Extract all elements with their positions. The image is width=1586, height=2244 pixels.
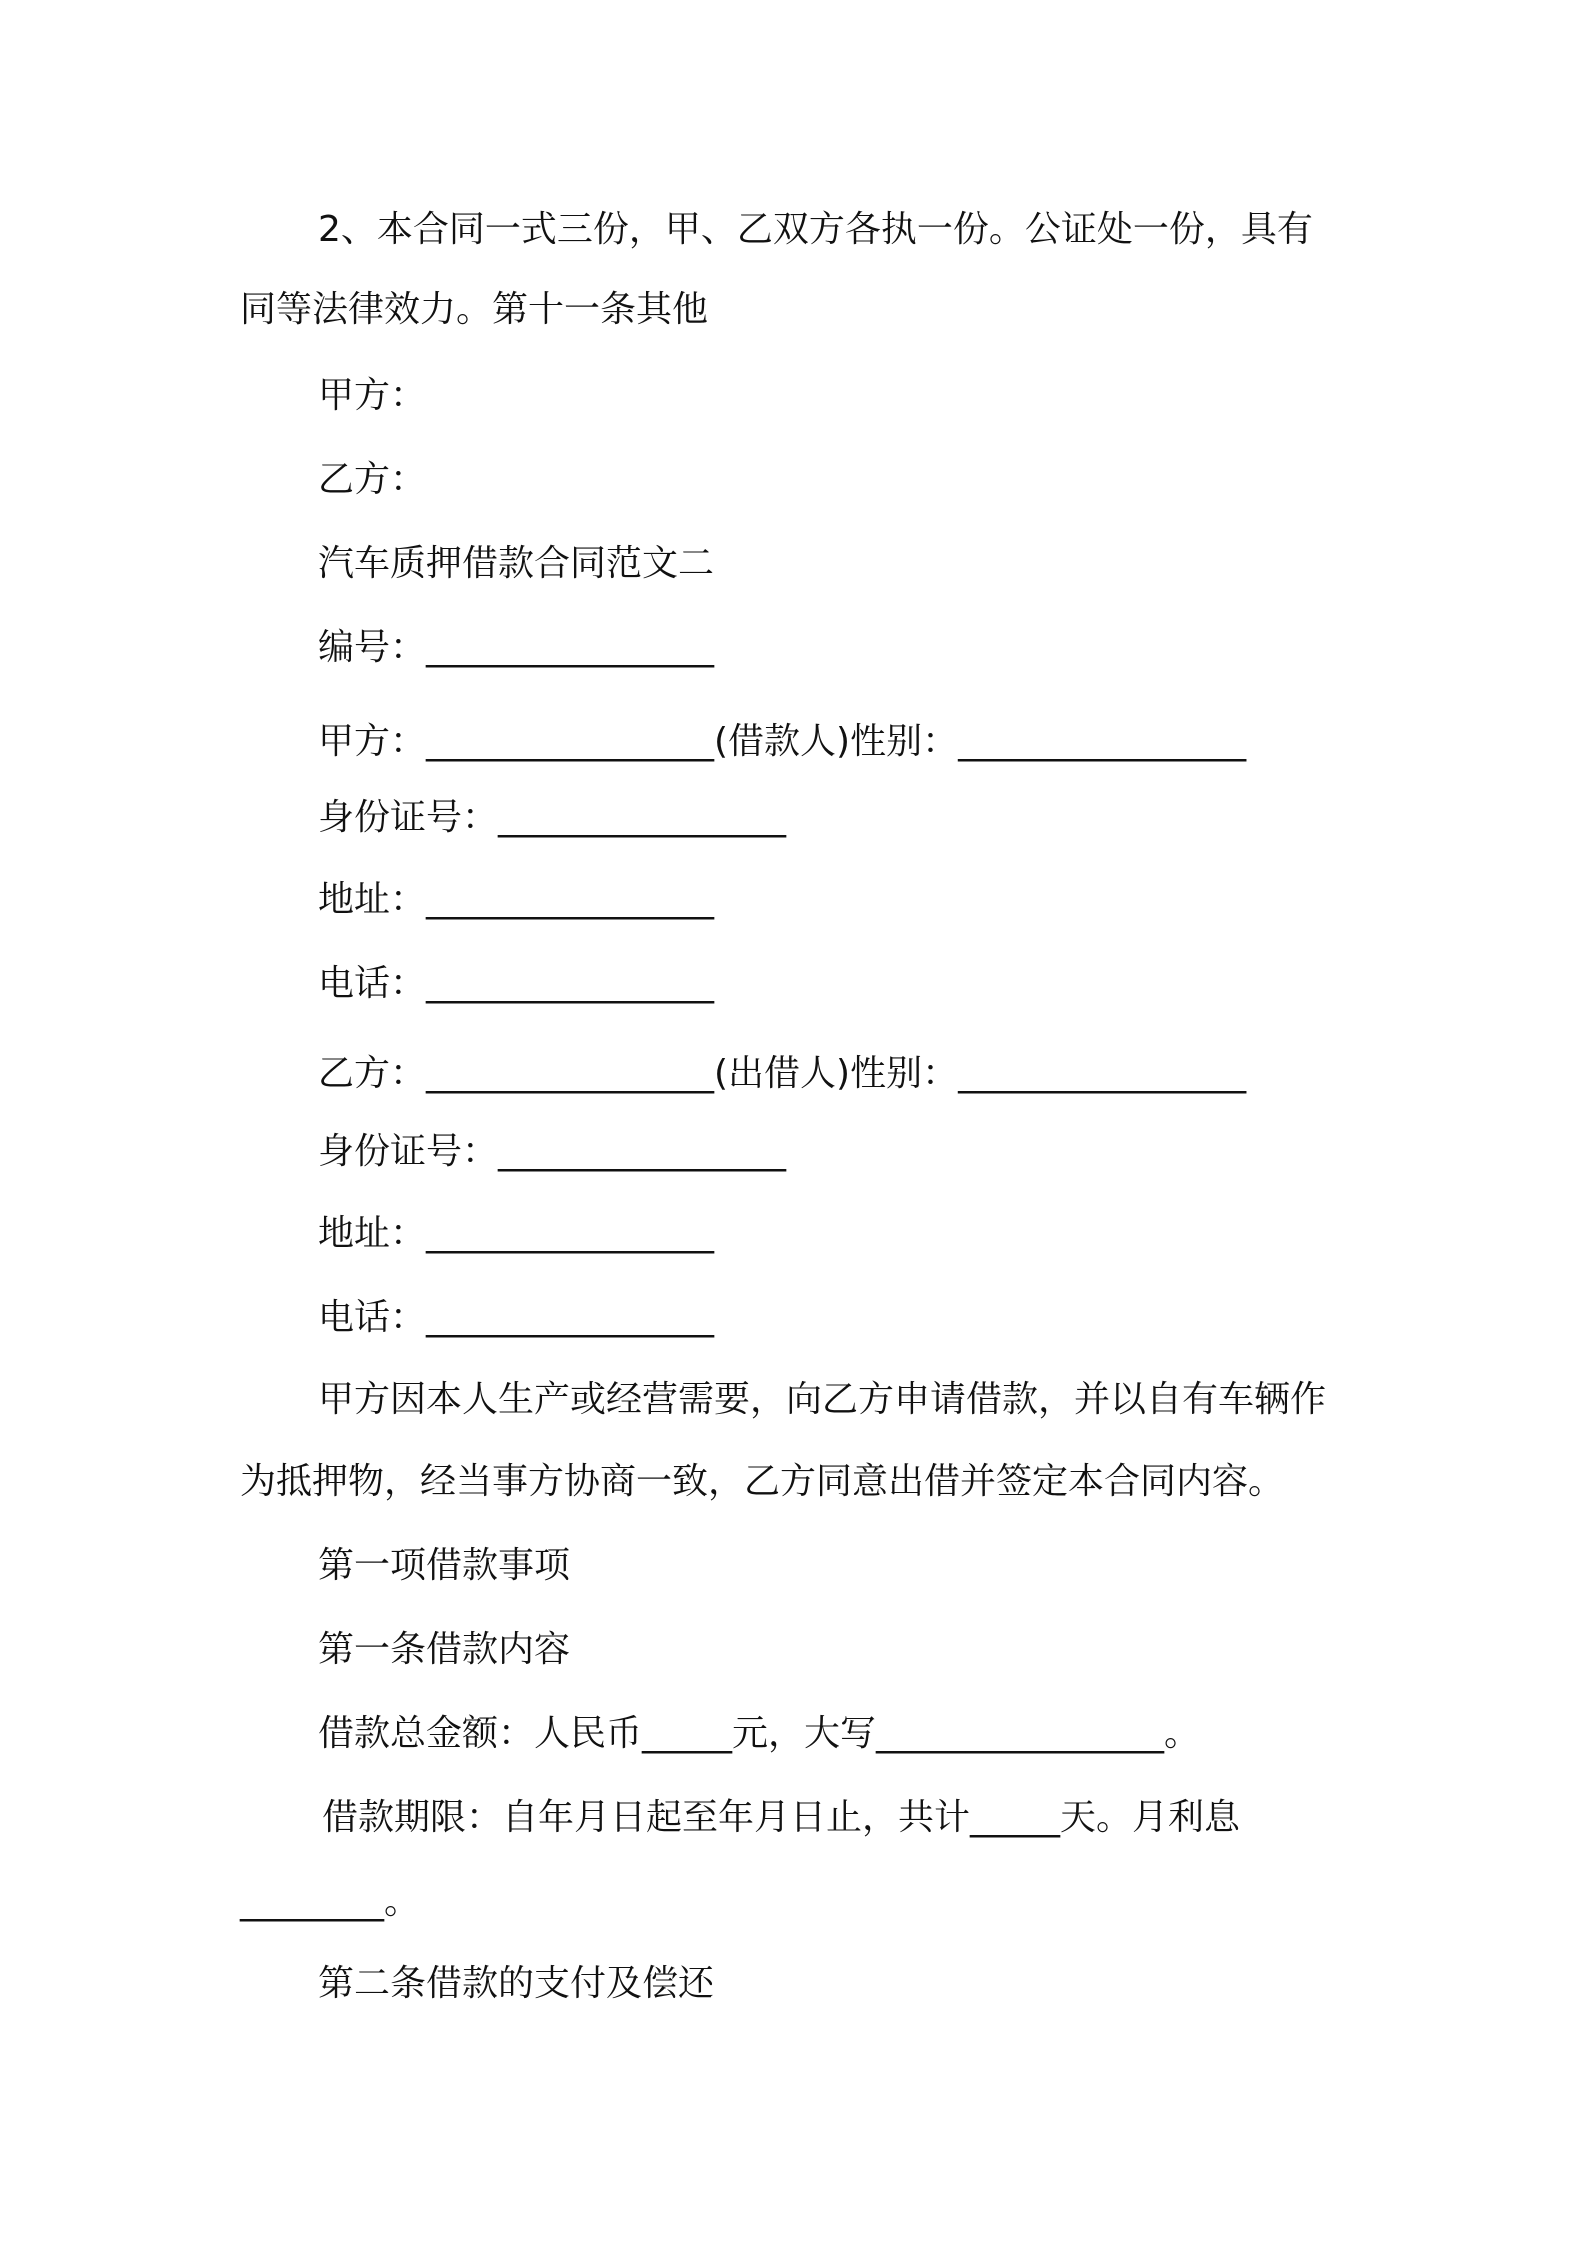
signature-party-b: 乙方： <box>318 459 427 500</box>
paragraph-purpose: 甲方因本人生产或经营需要，向乙方申请借款，并以自有车辆作 <box>318 1379 1327 1420</box>
signature-party-a: 甲方： <box>318 375 427 416</box>
article-heading-payment-repayment: 第二条借款的支付及偿还 <box>318 1963 715 2004</box>
paragraph-copies-clause-cont: 同等法律效力。第十一条其他 <box>240 289 709 330</box>
article-heading-loan-content: 第一条借款内容 <box>318 1629 571 1670</box>
contract-title: 汽车质押借款合同范文二 <box>318 543 715 584</box>
contract-number-field: 编号：________________ <box>318 627 715 668</box>
monthly-interest-field: ________。 <box>240 1881 421 1922</box>
party-a-phone-field: 电话：________________ <box>318 963 715 1004</box>
party-b-phone-field: 电话：________________ <box>318 1297 715 1338</box>
paragraph-purpose-cont: 为抵押物，经当事方协商一致，乙方同意出借并签定本合同内容。 <box>240 1461 1285 1502</box>
party-a-address-field: 地址：________________ <box>318 879 715 920</box>
party-b-id-field: 身份证号：________________ <box>318 1131 787 1172</box>
loan-amount-field: 借款总金额：人民币_____元，大写________________。 <box>318 1713 1201 1754</box>
party-a-id-field: 身份证号：________________ <box>318 797 787 838</box>
party-b-address-field: 地址：________________ <box>318 1213 715 1254</box>
party-b-name-gender-field: 乙方：________________(出借人)性别：________________ <box>318 1053 1247 1094</box>
party-a-name-gender-field: 甲方：________________(借款人)性别：________________ <box>318 721 1247 762</box>
section-heading-loan-matters: 第一项借款事项 <box>318 1545 571 1586</box>
paragraph-copies-clause: 2、本合同一式三份，甲、乙双方各执一份。公证处一份，具有 <box>318 209 1313 250</box>
loan-term-field: 借款期限：自年月日起至年月日止，共计_____天。月利息 <box>322 1797 1241 1838</box>
